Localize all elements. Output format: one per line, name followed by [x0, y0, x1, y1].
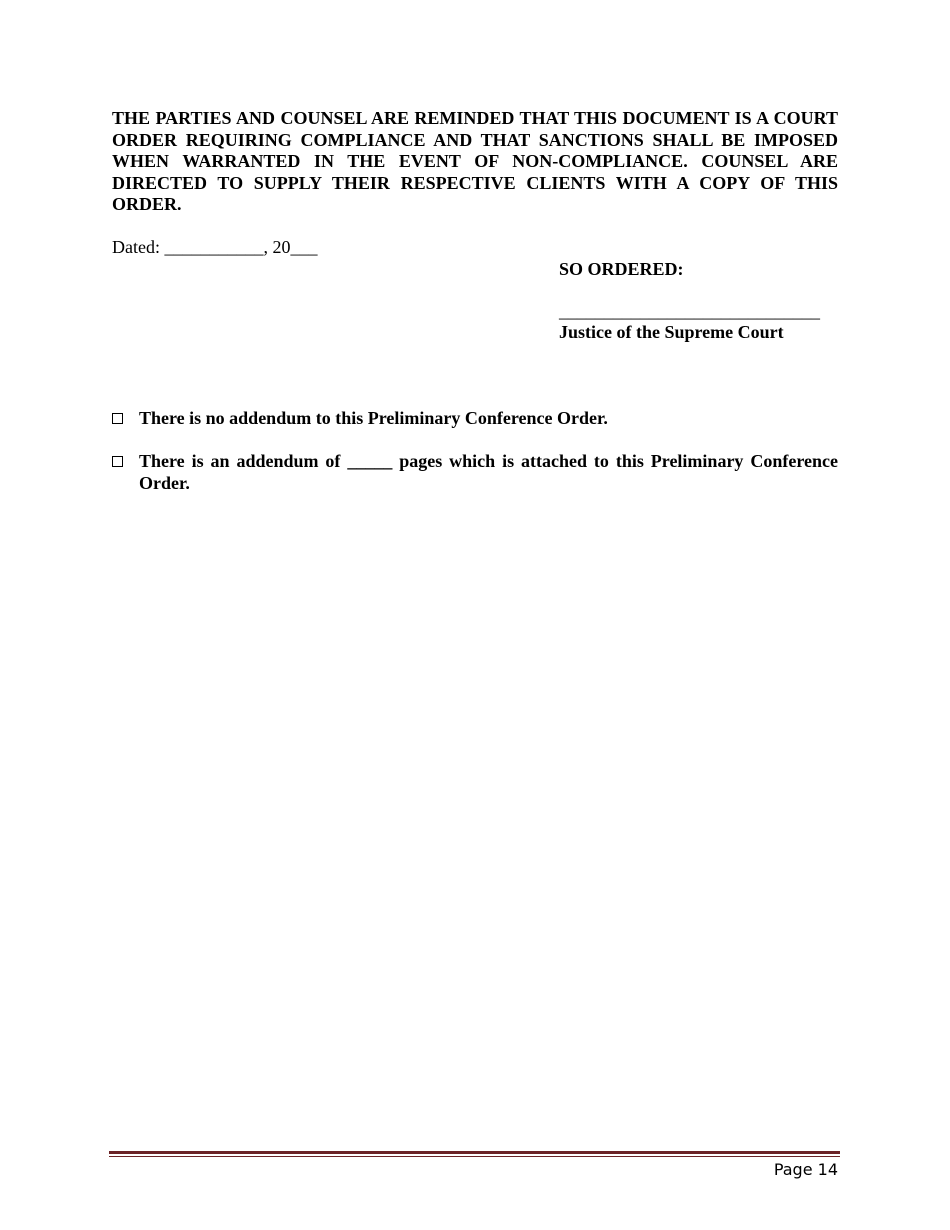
compliance-notice: THE PARTIES AND COUNSEL ARE REMINDED THAT THIS DOCUMENT IS A COURT ORDER REQUIRING COMPLIANCE AND THAT SANCTIONS SHALL BE IMPOSED WHEN WARRANTED IN THE EVENT OF NON-COMPLIANCE. COUNSEL ARE DIRECTED TO SUPPLY THEIR RESPECTIVE CLIENTS WITH A COPY OF THIS ORDER.	[112, 108, 838, 214]
footer-rule-thick	[109, 1151, 840, 1154]
dated-line: Dated: ___________, 20___	[112, 237, 318, 257]
checkbox-no-addendum[interactable]	[112, 413, 123, 424]
signature-title: Justice of the Supreme Court	[559, 322, 784, 342]
checkbox-item-no-addendum[interactable]	[112, 408, 838, 430]
checkbox-label-addendum-attached: There is an addendum of _____ pages which is attached to this Preliminary Conference Order.	[139, 451, 838, 493]
checkbox-item-addendum-attached[interactable]	[112, 451, 838, 494]
checkbox-label-no-addendum: There is no addendum to this Preliminary Conference Order.	[139, 408, 608, 428]
signature-line: _____________________________	[559, 301, 820, 321]
page-number: Page 14	[773, 1160, 838, 1179]
footer-rule-thin	[109, 1156, 840, 1157]
checkbox-addendum-attached[interactable]	[112, 456, 123, 467]
footer-rule	[109, 1151, 840, 1158]
so-ordered-heading: SO ORDERED:	[559, 259, 684, 279]
